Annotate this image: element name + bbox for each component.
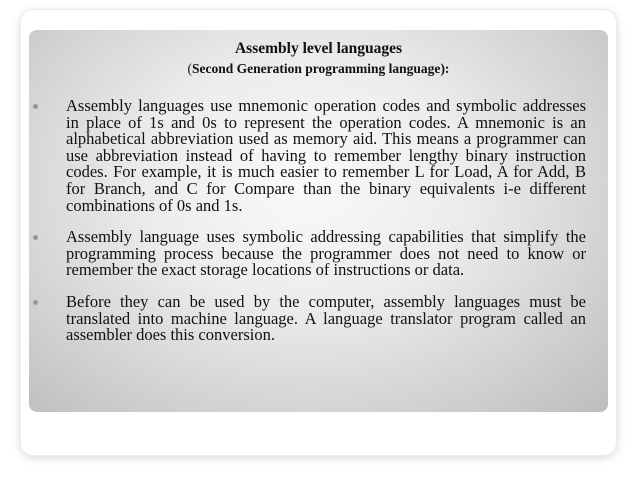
subtitle-bold-text: Second Generation programming language xyxy=(192,61,441,76)
subtitle-close-paren: ): xyxy=(440,61,450,76)
content-panel xyxy=(29,30,608,412)
bullet-text: Assembly languages use mnemonic operation codes and symbolic addresses in place of 1s and 0s to represent the operation codes. A mnemonic is an alphabetical abbreviation used as memory aid. This means a programmer can use abbreviation instead of having to remember lengthy binary instruction codes. For example, it is much easier to remember L for Load, A for Add, B for Branch, and C for Compare than the binary equivalents i-e different combinations of 0s and 1s. xyxy=(66,96,586,215)
bullet-dot-icon xyxy=(33,104,38,109)
slide-title: Assembly level languages xyxy=(234,40,403,57)
bullet-list xyxy=(29,98,608,344)
slide-subtitle xyxy=(29,61,608,77)
subtitle-open-paren: ( xyxy=(187,61,193,76)
bullet-item-symbolic-addressing xyxy=(29,229,586,279)
bullet-dot-icon xyxy=(33,235,38,240)
bullet-text: Assembly language uses symbolic addressing capabilities that simplify the programming process because the programmer does not need to know or remember the exact storage locations of instructions or data. xyxy=(66,227,586,280)
bullet-text: Before they can be used by the computer, assembly languages must be translated into machine language. A language translator program called an assembler does this conversion. xyxy=(66,291,586,345)
bullet-dot-icon xyxy=(33,300,38,305)
bullet-item-mnemonics xyxy=(29,98,586,214)
bullet-item-assembler xyxy=(29,291,586,345)
